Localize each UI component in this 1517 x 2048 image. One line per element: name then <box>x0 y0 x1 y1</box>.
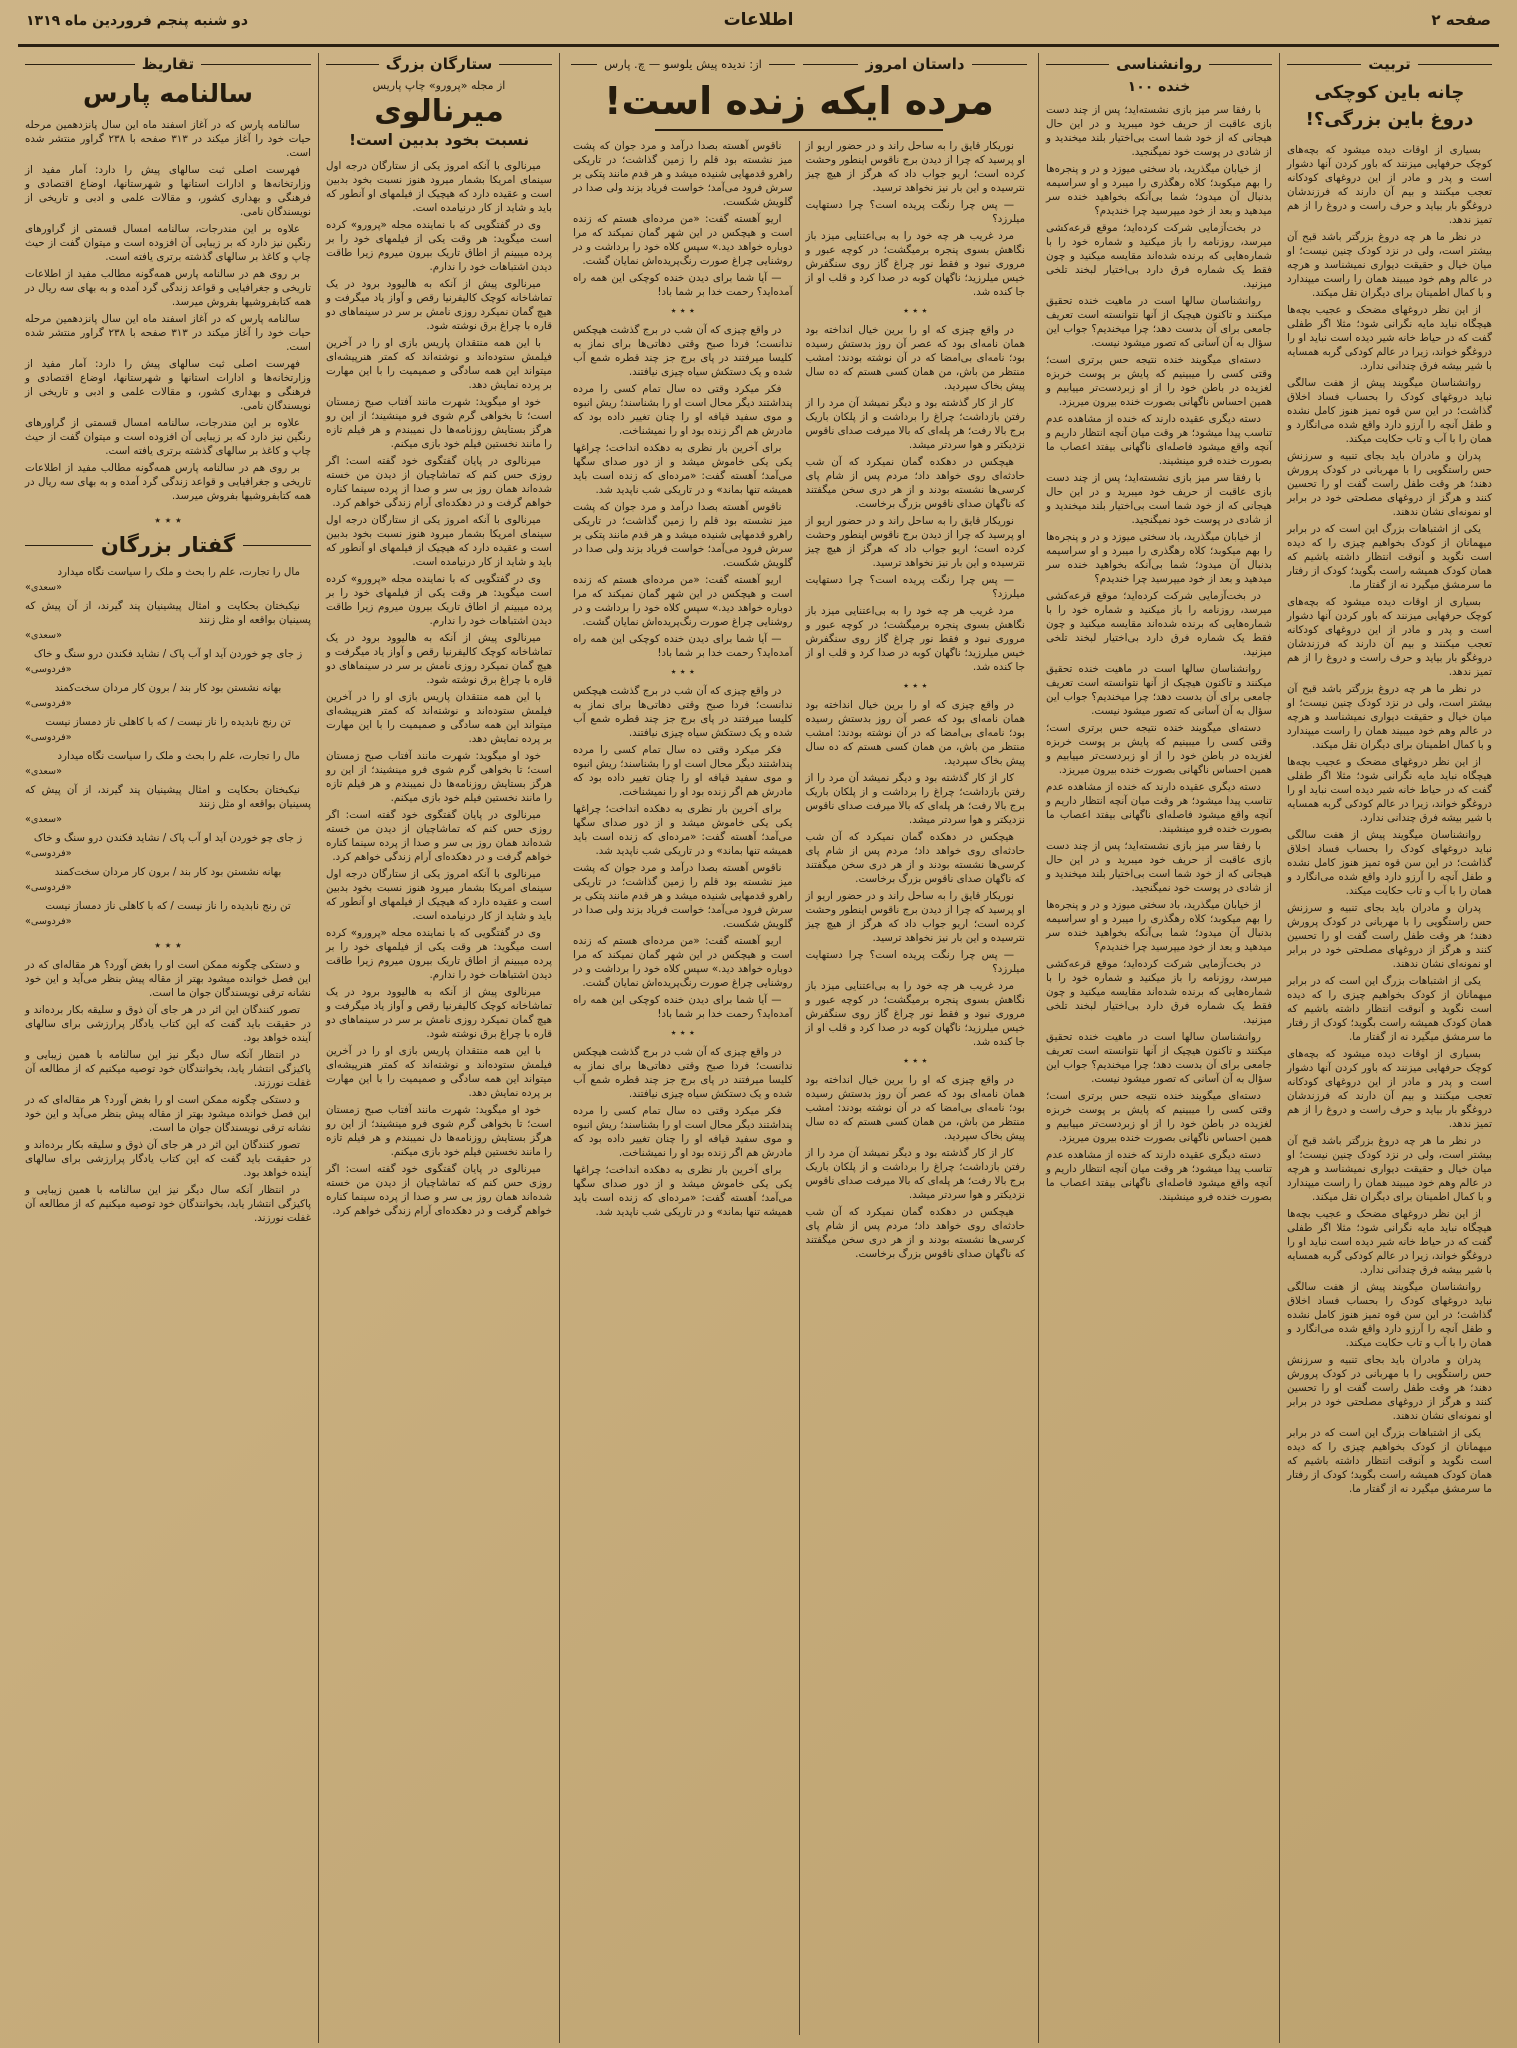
stars-overline: از مجله «پرورو» چاپ پاریس <box>372 79 506 92</box>
quote-attribution: «سعدی» <box>25 766 62 778</box>
body-paragraph: بر روی هم در سالنامه پارس همه‌گونه مطالب مفید از اطلاعات تاریخی و جغرافیایی و قواعد زندگی گرد آمده و به بهای سه ریال در همه کتابفروشیها بفروش میرسد. <box>25 462 311 502</box>
body-paragraph: هیچکس در دهکده گمان نمیکرد که آن شب حادثه‌ای روی خواهد داد؛ مردم پس از شام پای کرسی‌ها نشسته بودند و از هر دری سخن میگفتند که ناگهان صدای ناقوس بزرگ برخاست. <box>805 456 1025 510</box>
body-paragraph: دسته‌ای میگویند خنده نتیجه حس برتری است؛ وقتی کسی را میبینیم که پایش بر پوست خربزه لغزیده در باطن خود را از او زبردست‌تر مییابیم و همین احساس ناگهانی بصورت خنده بیرون میریزد. <box>1046 722 1272 776</box>
education-body <box>1287 143 1492 1496</box>
body-paragraph: ٭ ٭ ٭ <box>670 666 695 678</box>
column-stars <box>319 51 559 2043</box>
body-paragraph: مال را تجارت، علم را بحث و ملک را سیاست نگاه میدارد <box>57 566 300 578</box>
quote-attribution: «سعدی» <box>25 814 62 826</box>
body-paragraph: وی در گفتگویی که با نماینده مجله «پرورو» کرده است میگوید: هر وقت یکی از فیلمهای خود را بر پرده میبینم از اطاق تاریک بیرون میروم زیرا طاقت دیدن اشتباهات خود را ندارم. <box>326 573 552 627</box>
newspaper-masthead: اطلاعات <box>723 10 794 30</box>
body-paragraph: و دستکی چگونه ممکن است او را بغض آورد؟ هر مقاله‌ای که در این فصل خوانده میشود بهتر از مقاله پیش بنظر می‌آید و این خود نشانه ترقی نویسندگان جوان ما است. <box>25 959 311 1000</box>
column-reviews <box>18 51 318 2043</box>
body-paragraph: میرنالوی در پایان گفتگوی خود گفته است: اگر روزی حس کنم که تماشاچیان از دیدن من خسته شده‌اند همان روز بی سر و صدا از پرده سینما کناره خواهم گرفت و در دهکده‌ای آرام زندگی خواهم کرد. <box>326 455 552 509</box>
body-paragraph: یکی از اشتباهات بزرگ این است که در برابر میهمانان از کودک بخواهیم چیزی را که دیده است نگوید و آنوقت انتظار داشته باشیم که همان کودک همیشه راست بگوید؛ کودک از رفتار ما سرمشق میگیرد نه از گفتار ما. <box>1287 523 1492 591</box>
body-paragraph: در واقع چیزی که آن شب در برج گذشت هیچکس ندانست؛ فردا صبح وقتی دهاتی‌ها برای نماز به کلیسا میرفتند در پای برج جز چند قطره شمع آب شده و یک دستکش سیاه چیزی نیافتند. <box>573 685 793 739</box>
body-paragraph: ناقوس آهسته بصدا درآمد و مرد جوان که پشت میز نشسته بود قلم را زمین گذاشت؛ در تاریکی راهرو قدمهایی شنیده میشد و هر قدم مانند پتکی بر سرش فرود می‌آمد؛ خواست فریاد بزند ولی صدا در گلویش شکست. <box>573 501 793 569</box>
body-paragraph: در واقع چیزی که آن شب در برج گذشت هیچکس ندانست؛ فردا صبح وقتی دهاتی‌ها برای نماز به کلیسا میرفتند در پای برج جز چند قطره شمع آب شده و یک دستکش سیاه چیزی نیافتند. <box>573 324 793 378</box>
stars-body <box>326 159 552 1218</box>
body-paragraph: نوریکار قایق را به ساحل راند و در حضور اریو از او پرسید که چرا از دیدن برج ناقوس اینطور وحشت کرده است؛ اریو جواب داد که هرگز از هیچ چیز نترسیده و این بار نیز نخواهد ترسید. <box>805 140 1025 194</box>
body-paragraph: خود او میگوید: شهرت مانند آفتاب صبح زمستان است؛ تا بخواهی گرم شوی فرو مینشیند؛ از این رو هرگز بستایش روزنامه‌ها دل نمیبندم و هر فیلم تازه را مانند نخستین فیلم خود بازی میکنم. <box>326 396 552 450</box>
quote-attribution: «سعدی» <box>25 630 62 642</box>
section-kicker-psychology <box>1046 55 1272 73</box>
column-divider <box>799 141 800 2035</box>
body-paragraph: ٭ ٭ ٭ <box>903 305 928 317</box>
body-paragraph: میرنالوی پیش از آنکه به هالیوود برود در یک تماشاخانه کوچک کالیفرنیا رقص و آواز یاد میگرفت و هیچ گمان نمیکرد روزی نامش بر سر در سینماهای دو قاره با چراغ برق نوشته شود. <box>326 986 552 1040</box>
quote-attribution: «فردوسی» <box>25 916 72 928</box>
body-paragraph: از این نظر دروغهای مضحک و عجیب بچه‌ها هیچگاه نباید مایه نگرانی شود؛ مثلا اگر طفلی گفت که در حیاط خانه شیر دیده است نباید او را دروغگو خواند، زیرا در عالم کودکی گربه همسایه با شیر بیشه فرق چندانی ندارد. <box>1287 304 1492 372</box>
body-paragraph: از این نظر دروغهای مضحک و عجیب بچه‌ها هیچگاه نباید مایه نگرانی شود؛ مثلا اگر طفلی گفت که در حیاط خانه شیر دیده است نباید او را دروغگو خواند، زیرا در عالم کودکی گربه همسایه با شیر بیشه فرق چندانی ندارد. <box>1287 756 1492 824</box>
body-paragraph: برای آخرین بار نظری به دهکده انداخت؛ چراغها یکی یکی خاموش میشد و از دور صدای سگها می‌آمد؛ آهسته گفت: «مرده‌ای که زنده است باید همیشه تنها بماند» و در تاریکی شب ناپدید شد. <box>573 442 793 496</box>
story-headline-rule <box>655 129 943 131</box>
story-kickers <box>567 53 1031 75</box>
story-headline: مرده ایکه زنده است! <box>604 79 994 123</box>
body-paragraph: پدران و مادران باید بجای تنبیه و سرزنش حس راستگویی را با مهربانی در کودک پرورش دهند؛ هر وقت طفل راست گفت او را تحسین کنند و هرگز از دروغهای مصلحتی خود در برابر او نمونه‌ای نشان ندهند. <box>1287 902 1492 970</box>
quote-attribution: «فردوسی» <box>25 848 72 860</box>
section-kicker-education <box>1287 55 1492 73</box>
body-paragraph: از خیابان میگذرید، باد سختی میوزد و در و پنجره‌ها را بهم میکوبد؛ کلاه رهگذری را میبرد و او سراسیمه بدنبال آن میدود؛ شما بی‌آنکه بخواهید خنده سر میدهید و بعد از خود میپرسید چرا خندیدم؟ <box>1046 531 1272 585</box>
body-paragraph: مرد غریب هر چه خود را به بی‌اعتنایی میزد باز نگاهش بسوی پنجره برمیگشت؛ در کوچه عبور و مروری نبود و فقط نور چراغ گاز روی سنگفرش خیس میلرزید؛ ناگهان کوبه در صدا کرد و قلب او از جا کنده شد. <box>805 230 1025 298</box>
column-psychology <box>1039 51 1279 2043</box>
body-paragraph: دسته دیگری عقیده دارند که خنده از مشاهده عدم تناسب پیدا میشود؛ هر وقت میان آنچه انتظار داریم و آنچه واقع میشود فاصله‌ای ناگهانی بیفتد اعصاب ما بصورت خنده فرو مینشیند. <box>1046 781 1272 835</box>
ornament-separator: ٭ ٭ ٭ <box>154 938 182 953</box>
body-paragraph: سالنامه پارس که در آغاز اسفند ماه این سال پانزدهمین مرحله حیات خود را آغاز میکند در ۳۱۳ صفحه با ۲۳۸ گراور منتشر شده است. <box>25 313 311 353</box>
story-columns <box>567 139 1031 2035</box>
body-paragraph: میرنالوی پیش از آنکه به هالیوود برود در یک تماشاخانه کوچک کالیفرنیا رقص و آواز یاد میگرفت و هیچ گمان نمیکرد روزی نامش بر سر در سینماهای دو قاره با چراغ برق نوشته شود. <box>326 632 552 686</box>
page-number: صفحه ۲ <box>1431 11 1491 29</box>
body-paragraph: بسیاری از اوقات دیده میشود که بچه‌های کوچک حرفهایی میزنند که باور کردن آنها دشوار است و پدر و مادر از این دروغهای کودکانه تعجب میکنند و بیم آن دارند که فرزندشان دروغگو بار بیاید و حرف راست و دروغ را از هم تمیز ندهد. <box>1287 144 1492 226</box>
body-paragraph: با این همه منتقدان پاریس بازی او را در آخرین فیلمش ستوده‌اند و نوشته‌اند که کمتر هنرپیشه‌ای میتواند این همه سادگی و صمیمیت را با این مهارت بر پرده نمایش دهد. <box>326 337 552 391</box>
goftar-body <box>25 565 311 928</box>
body-paragraph: ٭ ٭ ٭ <box>670 305 695 317</box>
kicker-label: روانشناسی <box>1116 55 1202 73</box>
body-paragraph: فکر میکرد وقتی ده سال تمام کسی را مرده پنداشتند دیگر محال است او را بشناسند؛ ریش انبوه و موی سفید قیافه او را چنان تغییر داده بود که مادرش هم اگر زنده بود او را نمیشناخت. <box>573 744 793 798</box>
body-paragraph: ٭ ٭ ٭ <box>903 1055 928 1067</box>
body-paragraph: میرنالوی با آنکه امروز یکی از ستارگان درجه اول سینمای امریکا بشمار میرود هنوز نسبت بخود بدبین است و عقیده دارد که هیچیک از فیلمهای او آنطور که باید و شاید از کار درنیامده است. <box>326 868 552 922</box>
goftar-headline-label: گفتار بزرگان <box>100 533 236 557</box>
body-paragraph: با این همه منتقدان پاریس بازی او را در آخرین فیلمش ستوده‌اند و نوشته‌اند که کمتر هنرپیشه‌ای میتواند این همه سادگی و صمیمیت را با این مهارت بر پرده نمایش دهد. <box>326 691 552 745</box>
body-paragraph: — آیا شما برای دیدن خنده کوچکی این همه راه آمده‌اید؟ رحمت خدا بر شما باد! <box>573 994 793 1020</box>
body-paragraph: بهانه نشستن بود کار بند / برون کار مردان سخت‌کمند <box>54 866 282 879</box>
body-paragraph: مال را تجارت، علم را بحث و ملک را سیاست نگاه میدارد <box>57 750 300 763</box>
body-paragraph: وی در گفتگویی که با نماینده مجله «پرورو» کرده است میگوید: هر وقت یکی از فیلمهای خود را بر پرده میبینم از اطاق تاریک بیرون میروم زیرا طاقت دیدن اشتباهات خود را ندارم. <box>326 927 552 981</box>
body-paragraph: دسته‌ای میگویند خنده نتیجه حس برتری است؛ وقتی کسی را میبینیم که پایش بر پوست خربزه لغزیده در باطن خود را از او زبردست‌تر مییابیم و همین احساس ناگهانی بصورت خنده بیرون میریزد. <box>1046 1090 1272 1144</box>
story-header <box>567 53 1031 139</box>
body-paragraph: میرنالوی با آنکه امروز یکی از ستارگان درجه اول سینمای امریکا بشمار میرود هنوز نسبت بخود بدبین است و عقیده دارد که هیچیک از فیلمهای او آنطور که باید و شاید از کار درنیامده است. <box>326 160 552 214</box>
body-paragraph: و دستکی چگونه ممکن است او را بغض آورد؟ هر مقاله‌ای که در این فصل خوانده میشود بهتر از مقاله پیش بنظر می‌آید و این خود نشانه ترقی نویسندگان جوان ما است. <box>25 1094 311 1135</box>
body-paragraph: علاوه بر این مندرجات، سالنامه امسال قسمتی از گراورهای رنگین نیز دارد که بر زیبایی آن افزوده است و میتوان گفت از حیث چاپ و کاغذ بر سالهای گذشته برتری یافته است. <box>25 417 311 457</box>
body-paragraph: میرنالوی پیش از آنکه به هالیوود برود در یک تماشاخانه کوچک کالیفرنیا رقص و آواز یاد میگرفت و هیچ گمان نمیکرد روزی نامش بر سر در سینماهای دو قاره با چراغ برق نوشته شود. <box>326 278 552 332</box>
body-paragraph: دسته‌ای میگویند خنده نتیجه حس برتری است؛ وقتی کسی را میبینیم که پایش بر پوست خربزه لغزیده در باطن خود را از او زبردست‌تر مییابیم و همین احساس ناگهانی بصورت خنده بیرون میریزد. <box>1046 354 1272 408</box>
body-paragraph: — آیا شما برای دیدن خنده کوچکی این همه راه آمده‌اید؟ رحمت خدا بر شما باد! <box>573 633 793 659</box>
column-divider <box>318 53 319 2043</box>
body-paragraph: با رفقا سر میز بازی نشسته‌اید؛ پس از چند دست بازی عاقبت از حریف خود میبرید و در این حال هیجانی که از خود شما است بی‌اختیار بلند میخندید و از شادی در پوست خود نمیگنجید. <box>1046 840 1272 894</box>
body-paragraph: وی در گفتگویی که با نماینده مجله «پرورو» کرده است میگوید: هر وقت یکی از فیلمهای خود را بر پرده میبینم از اطاق تاریک بیرون میروم زیرا طاقت دیدن اشتباهات خود را ندارم. <box>326 219 552 273</box>
quote-attribution: «سعدی» <box>25 582 62 593</box>
body-paragraph: برای آخرین بار نظری به دهکده انداخت؛ چراغها یکی یکی خاموش میشد و از دور صدای سگها می‌آمد؛ آهسته گفت: «مرده‌ای که زنده است باید همیشه تنها بماند» و در تاریکی شب ناپدید شد. <box>573 1164 793 1218</box>
body-paragraph: با این همه منتقدان پاریس بازی او را در آخرین فیلمش ستوده‌اند و نوشته‌اند که کمتر هنرپیشه‌ای میتواند این همه سادگی و صمیمیت را با این مهارت بر پرده نمایش دهد. <box>326 1045 552 1099</box>
body-paragraph: در انتظار آنکه سال دیگر نیز این سالنامه با همین زیبایی و پاکیزگی انتشار یابد، بخوانندگان خود توصیه میکنیم که از مطالعه آن غفلت نورزند. <box>25 1049 311 1090</box>
body-paragraph: پدران و مادران باید بجای تنبیه و سرزنش حس راستگویی را با مهربانی در کودک پرورش دهند؛ هر وقت طفل راست گفت او را تحسین کنند و هرگز از دروغهای مصلحتی خود در برابر او نمونه‌ای نشان ندهند. <box>1287 450 1492 518</box>
body-paragraph: کار از کار گذشته بود و دیگر نمیشد آن مرد را از رفتن بازداشت؛ چراغ را برداشت و از پلکان باریک برج بالا رفت؛ هر پله‌ای که بالا میرفت صدای ناقوس نزدیکتر و هوا سردتر میشد. <box>805 1147 1025 1201</box>
body-paragraph: علاوه بر این مندرجات، سالنامه امسال قسمتی از گراورهای رنگین نیز دارد که بر زیبایی آن افزوده است و میتوان گفت از حیث چاپ و کاغذ بر سالهای گذشته برتری یافته است. <box>25 223 311 263</box>
body-paragraph: — پس چرا رنگت پریده است؟ چرا دستهایت میلرزد؟ <box>805 574 1025 600</box>
story-source-kicker <box>571 55 795 73</box>
body-paragraph: اریو آهسته گفت: «من مرده‌ای هستم که زنده است و هیچکس در این شهر گمان نمیکند که مرا دوباره خواهد دید.» سپس کلاه خود را برداشت و در روشنایی چراغ صورت رنگ‌پریده‌اش نمایان گشت. <box>573 574 793 628</box>
body-paragraph: — پس چرا رنگت پریده است؟ چرا دستهایت میلرزد؟ <box>805 949 1025 975</box>
stars-subhead: نسبت بخود بدبین است! <box>348 131 530 149</box>
body-paragraph: دسته دیگری عقیده دارند که خنده از مشاهده عدم تناسب پیدا میشود؛ هر وقت میان آنچه انتظار داریم و آنچه واقع میشود فاصله‌ای ناگهانی بیفتد اعصاب ما بصورت خنده فرو مینشیند. <box>1046 1149 1272 1203</box>
body-paragraph: دسته دیگری عقیده دارند که خنده از مشاهده عدم تناسب پیدا میشود؛ هر وقت میان آنچه انتظار داریم و آنچه واقع میشود فاصله‌ای ناگهانی بیفتد اعصاب ما بصورت خنده فرو مینشیند. <box>1046 413 1272 467</box>
body-paragraph: ناقوس آهسته بصدا درآمد و مرد جوان که پشت میز نشسته بود قلم را زمین گذاشت؛ در تاریکی راهرو قدمهایی شنیده میشد و هر قدم مانند پتکی بر سرش فرود می‌آمد؛ خواست فریاد بزند ولی صدا در گلویش شکست. <box>573 862 793 930</box>
story-section <box>560 51 1038 2043</box>
body-paragraph: در واقع چیزی که او را برین خیال انداخته بود همان نامه‌ای بود که عصر آن روز بدستش رسیده بود؛ نامه‌ای بی‌امضا که در آن نوشته بودند: امشب منتظر من باش، من همان کسی هستم که ده سال پیش بخاک سپردید. <box>805 1074 1025 1142</box>
body-paragraph: در نظر ما هر چه دروغ بزرگتر باشد قبح آن بیشتر است، ولی در نزد کودک چنین نیست؛ او میان خیال و حقیقت دیواری نمیشناسد و هرچه در عالم وهم خود میبیند همان را راست میپندارد و با کمال اطمینان برای دیگران نقل میکند. <box>1287 1135 1492 1203</box>
body-paragraph: با رفقا سر میز بازی نشسته‌اید؛ پس از چند دست بازی عاقبت از حریف خود میبرید و در این حال هیجانی که از خود شما است بی‌اختیار بلند میخندید و از شادی در پوست خود نمیگنجید. <box>1046 104 1272 158</box>
quote-attribution: «فردوسی» <box>25 732 72 744</box>
body-paragraph: بسیاری از اوقات دیده میشود که بچه‌های کوچک حرفهایی میزنند که باور کردن آنها دشوار است و پدر و مادر از این دروغهای کودکانه تعجب میکنند و بیم آن دارند که فرزندشان دروغگو بار بیاید و حرف راست و دروغ را از هم تمیز ندهد. <box>1287 596 1492 678</box>
body-paragraph: در واقع چیزی که او را برین خیال انداخته بود همان نامه‌ای بود که عصر آن روز بدستش رسیده بود؛ نامه‌ای بی‌امضا که در آن نوشته بودند: امشب منتظر من باش، من همان کسی هستم که ده سال پیش بخاک سپردید. <box>805 699 1025 767</box>
review-closing <box>25 958 311 1225</box>
psychology-body <box>1046 103 1272 1204</box>
kicker-label: تربیت <box>1368 55 1411 73</box>
column-divider <box>559 53 560 2043</box>
body-paragraph: در واقع چیزی که آن شب در برج گذشت هیچکس ندانست؛ فردا صبح وقتی دهاتی‌ها برای نماز به کلیسا میرفتند در پای برج جز چند قطره شمع آب شده و یک دستکش سیاه چیزی نیافتند. <box>573 1046 793 1100</box>
body-paragraph: ز جای چو خوردن آید او آب پاک / نشاید فکندن درو سنگ و خاک <box>33 648 303 661</box>
body-paragraph: برای آخرین بار نظری به دهکده انداخت؛ چراغها یکی یکی خاموش میشد و از دور صدای سگها می‌آمد؛ آهسته گفت: «مرده‌ای که زنده است باید همیشه تنها بماند» و در تاریکی شب ناپدید شد. <box>573 803 793 857</box>
section-kicker-story <box>803 55 1027 73</box>
body-paragraph: اریو آهسته گفت: «من مرده‌ای هستم که زنده است و هیچکس در این شهر گمان نمیکند که مرا دوباره خواهد دید.» سپس کلاه خود را برداشت و در روشنایی چراغ صورت رنگ‌پریده‌اش نمایان گشت. <box>573 213 793 267</box>
body-paragraph: میرنالوی در پایان گفتگوی خود گفته است: اگر روزی حس کنم که تماشاچیان از دیدن من خسته شده‌اند همان روز بی سر و صدا از پرده سینما کناره خواهم گرفت و در دهکده‌ای آرام زندگی خواهم کرد. <box>326 809 552 863</box>
body-paragraph: مرد غریب هر چه خود را به بی‌اعتنایی میزد باز نگاهش بسوی پنجره برمیگشت؛ در کوچه عبور و مروری نبود و فقط نور چراغ گاز روی سنگفرش خیس میلرزید؛ ناگهان کوبه در صدا کرد و قلب او از جا کنده شد. <box>805 980 1025 1048</box>
column-divider <box>1279 53 1280 2043</box>
body-paragraph: نیکبختان بحکایت و امثال پیشینیان پند گیرند، از آن پیش که پسینیان بواقعه او مثل زنند <box>25 600 311 627</box>
body-paragraph: در نظر ما هر چه دروغ بزرگتر باشد قبح آن بیشتر است، ولی در نزد کودک چنین نیست؛ او میان خیال و حقیقت دیواری نمیشناسد و هرچه در عالم وهم خود میبیند همان را راست میپندارد و با کمال اطمینان برای دیگران نقل میکند. <box>1287 683 1492 751</box>
body-paragraph: روانشناسان سالها است در ماهیت خنده تحقیق میکنند و تاکنون هیچیک از آنها نتوانسته است تعریف جامعی برای آن بدست دهد؛ چرا میخندیم؟ جواب این سؤال به آن آسانی که تصور میشود نیست. <box>1046 1031 1272 1085</box>
body-paragraph: مرد غریب هر چه خود را به بی‌اعتنایی میزد باز نگاهش بسوی پنجره برمیگشت؛ در کوچه عبور و مروری نبود و فقط نور چراغ گاز روی سنگفرش خیس میلرزید؛ ناگهان کوبه در صدا کرد و قلب او از جا کنده شد. <box>805 605 1025 673</box>
body-paragraph: از خیابان میگذرید، باد سختی میوزد و در و پنجره‌ها را بهم میکوبد؛ کلاه رهگذری را میبرد و او سراسیمه بدنبال آن میدود؛ شما بی‌آنکه بخواهید خنده سر میدهید و بعد از خود میپرسید چرا خندیدم؟ <box>1046 899 1272 953</box>
page-header <box>18 8 1499 42</box>
body-paragraph: هیچکس در دهکده گمان نمیکرد که آن شب حادثه‌ای روی خواهد داد؛ مردم پس از شام پای کرسی‌ها نشسته بودند و از هر دری سخن میگفتند که ناگهان صدای ناقوس بزرگ برخاست. <box>805 1206 1025 1260</box>
story-column-right <box>800 139 1032 2035</box>
body-paragraph: در انتظار آنکه سال دیگر نیز این سالنامه با همین زیبایی و پاکیزگی انتشار یابد، بخوانندگان خود توصیه میکنیم که از مطالعه آن غفلت نورزند. <box>25 1184 311 1225</box>
body-paragraph: از این نظر دروغهای مضحک و عجیب بچه‌ها هیچگاه نباید مایه نگرانی شود؛ مثلا اگر طفلی گفت که در حیاط خانه شیر دیده است نباید او را دروغگو خواند، زیرا در عالم کودکی گربه همسایه با شیر بیشه فرق چندانی ندارد. <box>1287 1208 1492 1276</box>
quote-attribution: «فردوسی» <box>25 698 72 710</box>
body-paragraph: فهرست اصلی ثبت سالهای پیش را دارد: آمار مفید از وزارتخانه‌ها و ادارات استانها و شهرستانها، اوضاع اقتصادی و فرهنگی و بهداری کشور، و مقالات علمی و ادبی و تاریخی از نویسندگان نامی. <box>25 164 311 218</box>
body-paragraph: سالنامه پارس که در آغاز اسفند ماه این سال پانزدهمین مرحله حیات خود را آغاز میکند در ۳۱۳ صفحه با ۲۳۸ گراور منتشر شده است. <box>25 119 311 159</box>
body-paragraph: ناقوس آهسته بصدا درآمد و مرد جوان که پشت میز نشسته بود قلم را زمین گذاشت؛ در تاریکی راهرو قدمهایی شنیده میشد و هر قدم مانند پتکی بر سرش فرود می‌آمد؛ خواست فریاد بزند ولی صدا در گلویش شکست. <box>573 140 793 208</box>
body-paragraph: در بخت‌آزمایی شرکت کرده‌اید؛ موقع قرعه‌کشی میرسد، روزنامه را باز میکنید و شماره خود را با شماره‌هایی که برنده شده‌اند مقایسه میکنید و چون فقط یک شماره فرق دارد بی‌اختیار لبخند تلخی میزنید. <box>1046 222 1272 290</box>
body-paragraph: بر روی هم در سالنامه پارس همه‌گونه مطالب مفید از اطلاعات تاریخی و جغرافیایی و قواعد زندگی گرد آمده و به بهای سه ریال در همه کتابفروشیها بفروش میرسد. <box>25 268 311 308</box>
body-paragraph: روانشناسان سالها است در ماهیت خنده تحقیق میکنند و تاکنون هیچیک از آنها نتوانسته است تعریف جامعی برای آن بدست دهد؛ چرا میخندیم؟ جواب این سؤال به آن آسانی که تصور میشود نیست. <box>1046 663 1272 717</box>
body-paragraph: کار از کار گذشته بود و دیگر نمیشد آن مرد را از رفتن بازداشت؛ چراغ را برداشت و از پلکان باریک برج بالا رفت؛ هر پله‌ای که بالا میرفت صدای ناقوس نزدیکتر و هوا سردتر میشد. <box>805 772 1025 826</box>
date-line: دو شنبه پنجم فروردین ماه ۱۳۱۹ <box>26 13 249 29</box>
body-paragraph: در واقع چیزی که او را برین خیال انداخته بود همان نامه‌ای بود که عصر آن روز بدستش رسیده بود؛ نامه‌ای بی‌امضا که در آن نوشته بودند: امشب منتظر من باش، من همان کسی هستم که ده سال پیش بخاک سپردید. <box>805 324 1025 392</box>
body-paragraph: میرنالوی با آنکه امروز یکی از ستارگان درجه اول سینمای امریکا بشمار میرود هنوز نسبت بخود بدبین است و عقیده دارد که هیچیک از فیلمهای او آنطور که باید و شاید از کار درنیامده است. <box>326 514 552 568</box>
columns-area <box>18 47 1499 2043</box>
body-paragraph: در بخت‌آزمایی شرکت کرده‌اید؛ موقع قرعه‌کشی میرسد، روزنامه را باز میکنید و شماره خود را با شماره‌هایی که برنده شده‌اند مقایسه میکنید و چون فقط یک شماره فرق دارد بی‌اختیار لبخند تلخی میزنید. <box>1046 590 1272 658</box>
quote-attribution: «فردوسی» <box>25 882 72 894</box>
body-paragraph: ز جای چو خوردن آید او آب پاک / نشاید فکندن درو سنگ و خاک <box>33 832 303 845</box>
body-paragraph: نوریکار قایق را به ساحل راند و در حضور اریو از او پرسید که چرا از دیدن برج ناقوس اینطور وحشت کرده است؛ اریو جواب داد که هرگز از هیچ چیز نترسیده و این بار نیز نخواهد ترسید. <box>805 515 1025 569</box>
goftar-headline <box>25 533 311 557</box>
body-paragraph: نوریکار قایق را به ساحل راند و در حضور اریو از او پرسید که چرا از دیدن برج ناقوس اینطور وحشت کرده است؛ اریو جواب داد که هرگز از هیچ چیز نترسیده و این بار نیز نخواهد ترسید. <box>805 890 1025 944</box>
body-paragraph: در بخت‌آزمایی شرکت کرده‌اید؛ موقع قرعه‌کشی میرسد، روزنامه را باز میکنید و شماره خود را با شماره‌هایی که برنده شده‌اند مقایسه میکنید و چون فقط یک شماره فرق دارد بی‌اختیار لبخند تلخی میزنید. <box>1046 958 1272 1026</box>
stars-headline: میرنالوی <box>374 94 504 129</box>
body-paragraph: تن رنج نابدیده را ناز نیست / که با کاهلی ناز دمساز نیست <box>45 900 291 913</box>
review-body <box>25 118 311 503</box>
body-paragraph: ٭ ٭ ٭ <box>670 1027 695 1039</box>
body-paragraph: پدران و مادران باید بجای تنبیه و سرزنش حس راستگویی را با مهربانی در کودک پرورش دهند؛ هر وقت طفل راست گفت او را تحسین کنند و هرگز از دروغهای مصلحتی خود در برابر او نمونه‌ای نشان ندهند. <box>1287 1354 1492 1422</box>
body-paragraph: — آیا شما برای دیدن خنده کوچکی این همه راه آمده‌اید؟ رحمت خدا بر شما باد! <box>573 272 793 298</box>
body-paragraph: یکی از اشتباهات بزرگ این است که در برابر میهمانان از کودک بخواهیم چیزی را که دیده است نگوید و آنوقت انتظار داشته باشیم که همان کودک همیشه راست بگوید؛ کودک از رفتار ما سرمشق میگیرد نه از گفتار ما. <box>1287 975 1492 1043</box>
body-paragraph: تصور کنندگان این اثر در هر جای آن ذوق و سلیقه بکار برده‌اند و در حقیقت باید گفت که این کتاب یادگار پرارزشی برای سالهای آینده خواهد بود. <box>25 1004 311 1045</box>
body-paragraph: فکر میکرد وقتی ده سال تمام کسی را مرده پنداشتند دیگر محال است او را بشناسند؛ ریش انبوه و موی سفید قیافه او را چنان تغییر داده بود که مادرش هم اگر زنده بود او را نمیشناخت. <box>573 383 793 437</box>
body-paragraph: بسیاری از اوقات دیده میشود که بچه‌های کوچک حرفهایی میزنند که باور کردن آنها دشوار است و پدر و مادر از این دروغهای کودکانه تعجب میکنند و بیم آن دارند که فرزندشان دروغگو بار بیاید و حرف راست و دروغ را از هم تمیز ندهد. <box>1287 1048 1492 1130</box>
body-paragraph: یکی از اشتباهات بزرگ این است که در برابر میهمانان از کودک بخواهیم چیزی را که دیده است نگوید و آنوقت انتظار داشته باشیم که همان کودک همیشه راست بگوید؛ کودک از رفتار ما سرمشق میگیرد نه از گفتار ما. <box>1287 1427 1492 1495</box>
section-kicker-stars <box>326 55 552 73</box>
body-paragraph: از خیابان میگذرید، باد سختی میوزد و در و پنجره‌ها را بهم میکوبد؛ کلاه رهگذری را میبرد و او سراسیمه بدنبال آن میدود؛ شما بی‌آنکه بخواهید خنده سر میدهید و بعد از خود میپرسید چرا خندیدم؟ <box>1046 163 1272 217</box>
body-paragraph: روانشناسان میگویند پیش از هفت سالگی نباید دروغهای کودک را بحساب فساد اخلاق گذاشت؛ در این سن قوه تمیز هنوز کامل نشده و طفل آنچه را آرزو دارد واقع شده می‌انگارد و همان را با آب و تاب حکایت میکند. <box>1287 829 1492 897</box>
kicker-label: ستارگان بزرگ <box>385 55 493 73</box>
education-headline <box>1287 79 1492 133</box>
education-headline-line1: چانه باین کوچکی <box>1314 82 1465 103</box>
body-paragraph: فکر میکرد وقتی ده سال تمام کسی را مرده پنداشتند دیگر محال است او را بشناسند؛ ریش انبوه و موی سفید قیافه او را چنان تغییر داده بود که مادرش هم اگر زنده بود او را نمیشناخت. <box>573 1105 793 1159</box>
body-paragraph: هیچکس در دهکده گمان نمیکرد که آن شب حادثه‌ای روی خواهد داد؛ مردم پس از شام پای کرسی‌ها نشسته بودند و از هر دری سخن میگفتند که ناگهان صدای ناقوس بزرگ برخاست. <box>805 831 1025 885</box>
body-paragraph: اریو آهسته گفت: «من مرده‌ای هستم که زنده است و هیچکس در این شهر گمان نمیکند که مرا دوباره خواهد دید.» سپس کلاه خود را برداشت و در روشنایی چراغ صورت رنگ‌پریده‌اش نمایان گشت. <box>573 935 793 989</box>
body-paragraph: کار از کار گذشته بود و دیگر نمیشد آن مرد را از رفتن بازداشت؛ چراغ را برداشت و از پلکان باریک برج بالا رفت؛ هر پله‌ای که بالا میرفت صدای ناقوس نزدیکتر و هوا سردتر میشد. <box>805 397 1025 451</box>
column-divider <box>1038 53 1039 2043</box>
body-paragraph: در نظر ما هر چه دروغ بزرگتر باشد قبح آن بیشتر است، ولی در نزد کودک چنین نیست؛ او میان خیال و حقیقت دیواری نمیشناسد و هرچه در عالم وهم خود میبیند همان را راست میپندارد و با کمال اطمینان برای دیگران نقل میکند. <box>1287 231 1492 299</box>
body-paragraph: روانشناسان سالها است در ماهیت خنده تحقیق میکنند و تاکنون هیچیک از آنها نتوانسته است تعریف جامعی برای آن بدست دهد؛ چرا میخندیم؟ جواب این سؤال به آن آسانی که تصور میشود نیست. <box>1046 295 1272 349</box>
body-paragraph: خود او میگوید: شهرت مانند آفتاب صبح زمستان است؛ تا بخواهی گرم شوی فرو مینشیند؛ از این رو هرگز بستایش روزنامه‌ها دل نمیبندم و هر فیلم تازه را مانند نخستین فیلم خود بازی میکنم. <box>326 750 552 804</box>
body-paragraph: با رفقا سر میز بازی نشسته‌اید؛ پس از چند دست بازی عاقبت از حریف خود میبرید و در این حال هیجانی که از خود شما است بی‌اختیار بلند میخندید و از شادی در پوست خود نمیگنجید. <box>1046 472 1272 526</box>
story-source-label: از: ندیده پیش یلوسو — چ. پارس <box>604 57 762 71</box>
body-paragraph: ٭ ٭ ٭ <box>903 680 928 692</box>
body-paragraph: خود او میگوید: شهرت مانند آفتاب صبح زمستان است؛ تا بخواهی گرم شوی فرو مینشیند؛ از این رو هرگز بستایش روزنامه‌ها دل نمیبندم و هر فیلم تازه را مانند نخستین فیلم خود بازی میکنم. <box>326 1104 552 1158</box>
kicker-label: تقاریظ <box>141 55 195 73</box>
body-paragraph: فهرست اصلی ثبت سالهای پیش را دارد: آمار مفید از وزارتخانه‌ها و ادارات استانها و شهرستانها، اوضاع اقتصادی و فرهنگی و بهداری کشور، و مقالات علمی و ادبی و تاریخی از نویسندگان نامی. <box>25 358 311 412</box>
section-kicker-reviews <box>25 55 311 73</box>
body-paragraph: — پس چرا رنگت پریده است؟ چرا دستهایت میلرزد؟ <box>805 199 1025 225</box>
body-paragraph: روانشناسان میگویند پیش از هفت سالگی نباید دروغهای کودک را بحساب فساد اخلاق گذاشت؛ در این سن قوه تمیز هنوز کامل نشده و طفل آنچه را آرزو دارد واقع شده می‌انگارد و همان را با آب و تاب حکایت میکند. <box>1287 377 1492 445</box>
body-paragraph: تن رنج نابدیده را ناز نیست / که با کاهلی ناز دمساز نیست <box>45 716 291 729</box>
column-education <box>1280 51 1499 2043</box>
body-paragraph: بهانه نشستن بود کار بند / برون کار مردان سخت‌کمند <box>54 682 282 695</box>
education-headline-line2: دروغ باین بزرگی؟! <box>1305 109 1474 130</box>
psychology-subhead: خنده ۱۰۰ <box>1127 79 1191 95</box>
kicker-label: داستان امروز <box>865 55 965 73</box>
body-paragraph: تصور کنندگان این اثر در هر جای آن ذوق و سلیقه بکار برده‌اند و در حقیقت باید گفت که این کتاب یادگار پرارزشی برای سالهای آینده خواهد بود. <box>25 1139 311 1180</box>
body-paragraph: میرنالوی در پایان گفتگوی خود گفته است: اگر روزی حس کنم که تماشاچیان از دیدن من خسته شده‌اند همان روز بی سر و صدا از پرده سینما کناره خواهم گرفت و در دهکده‌ای آرام زندگی خواهم کرد. <box>326 1163 552 1217</box>
body-paragraph: روانشناسان میگویند پیش از هفت سالگی نباید دروغهای کودک را بحساب فساد اخلاق گذاشت؛ در این سن قوه تمیز هنوز کامل نشده و طفل آنچه را آرزو دارد واقع شده می‌انگارد و همان را با آب و تاب حکایت میکند. <box>1287 1281 1492 1349</box>
story-column-left <box>567 139 799 2035</box>
body-paragraph: نیکبختان بحکایت و امثال پیشینیان پند گیرند، از آن پیش که پسینیان بواقعه او مثل زنند <box>25 784 311 811</box>
review-headline: سالنامه پارس <box>83 79 253 108</box>
quote-attribution: «فردوسی» <box>25 664 72 676</box>
ornament-separator: ٭ ٭ ٭ <box>154 513 182 527</box>
